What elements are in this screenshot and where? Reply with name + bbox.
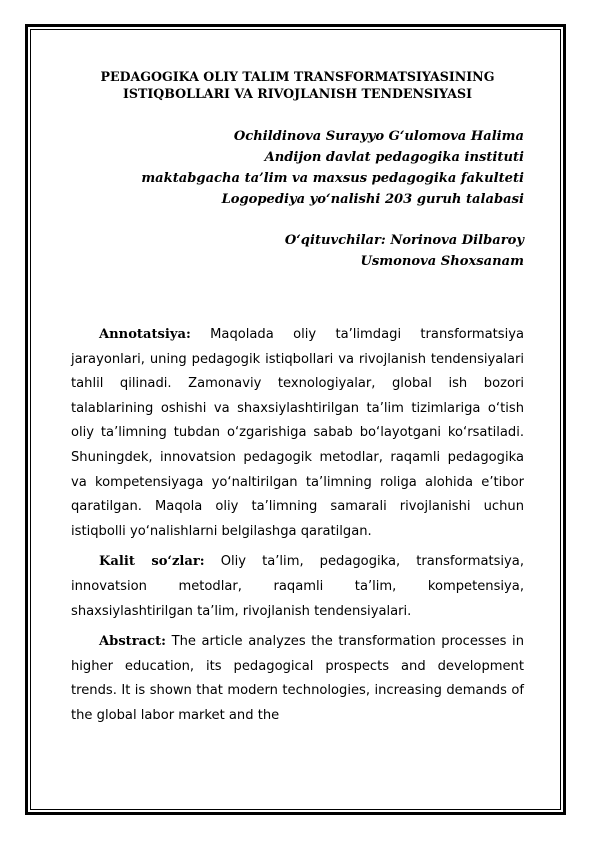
author-block — [71, 126, 524, 272]
keywords-paragraph — [71, 550, 524, 624]
keywords-text: Oliy ta’lim, pedagogika, transformatsiya, innovatsion metodlar, raqamli ta’lim, kompetensiya, shaxsiylashtirilgan ta’lim, rivojlanish tendensiyalari. — [71, 554, 524, 619]
keywords-label: Kalit so‘zlar: — [99, 554, 205, 570]
institution: Andijon davlat pedagogika instituti — [264, 150, 524, 165]
title-line-1: PEDAGOGIKA OLIY TALIM TRANSFORMATSIYASINING — [100, 69, 495, 84]
annotation-paragraph — [71, 323, 524, 544]
faculty: maktabgacha ta’lim va maxsus pedagogika fakulteti — [141, 171, 524, 186]
group-info: Logopediya yo‘nalishi 203 guruh talabasi — [221, 192, 524, 207]
title-line-2: ISTIQBOLLARI VA RIVOJLANISH TENDENSIYASI — [123, 86, 472, 101]
author-names: Ochildinova Surayyo G‘ulomova Halima — [233, 129, 524, 144]
document-body — [71, 68, 524, 729]
article-title — [71, 68, 524, 102]
abstract-label: Abstract: — [99, 634, 166, 650]
annotation-label: Annotatsiya: — [99, 327, 191, 342]
abstract-text: The article analyzes the transformation processes in higher education, its pedagogical prospects and development trends. It is shown that modern technologies, increasing demands of the global labor market and the — [71, 634, 524, 723]
teachers-line-2: Usmonova Shoxsanam — [360, 254, 524, 269]
abstract-paragraph — [71, 630, 524, 728]
annotation-text: Maqolada oliy ta’limdagi transformatsiya jarayonlari, uning pedagogik istiqbollari va rivojlanish tendensiyalari tahlil qilinadi. Zamonaviy texnologiyalar, global ish bozori talablarining oshishi va shaxsiylashtirilgan ta’lim tizimlariga o‘tish oliy ta’limning tubdan o‘zgarishiga sabab bo‘layotgani ko‘rsatiladi. Shuningdek, innovatsion pedagogik metodlar, raqamli pedagogika va kompetensiyaga yo‘naltirilgan ta’limning roliga alohida e’tibor qaratilgan. Maqola oliy ta’limning samarali rivojlanishi uchun istiqbolli yo‘nalishlarni belgilashga qaratilgan. — [71, 327, 524, 539]
teachers-line-1: O‘qituvchilar: Norinova Dilbaroy — [284, 233, 524, 248]
